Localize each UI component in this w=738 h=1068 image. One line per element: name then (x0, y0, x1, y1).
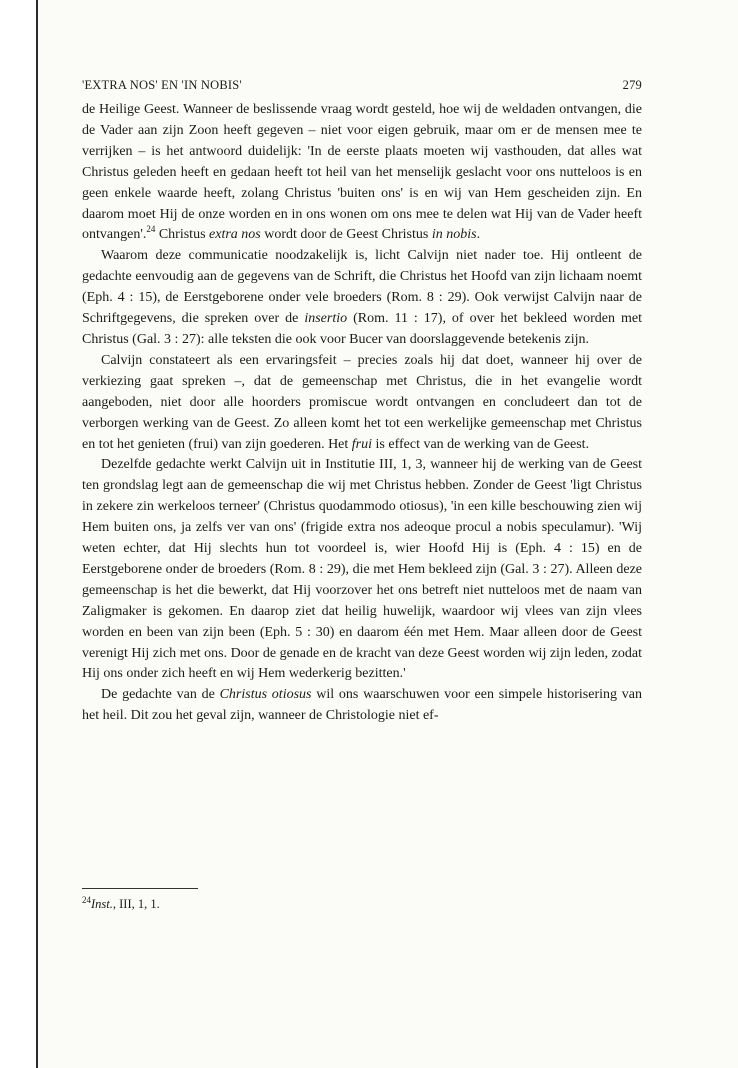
italic-insertio: insertio (304, 311, 348, 327)
paragraph-3-text-c: is effect van de werking van de Geest. (372, 436, 590, 452)
paragraph-5-text: De gedachte van de (101, 687, 220, 703)
italic-in-nobis: in nobis (431, 227, 477, 243)
running-header (82, 78, 642, 93)
body-text (82, 100, 642, 727)
paragraph-5 (82, 685, 642, 727)
paragraph-3 (82, 351, 642, 456)
italic-extra-nos: extra nos (209, 227, 261, 243)
footnote-ref: , III, 1, 1. (112, 897, 160, 911)
footnote-reference: 24 (146, 224, 156, 235)
scan-margin (0, 0, 36, 1068)
paragraph-2-text-c: (Rom. 11 : 17), of over het bekleed worden met Christus (Gal. 3 : 27): alle teksten die ook voor Bucer van doorslaggevende betekenis zijn. (82, 311, 642, 347)
paragraph-1-text: de Heilige Geest. Wanneer de beslissende vraag wordt gesteld, hoe wij de weldaden ontvangen, die de Vader aan zijn Zoon heeft gegeven – niet voor eigen gebruik, maar om er de mensen mee te verrijken – is het antwoord duidelijk: 'In de eerste plaats moeten wij vasthouden, dat alles wat Christus geleden heeft en gedaan heeft tot heil van het menselijk geslacht voor ons nutteloos is en geen enkele waarde heeft, zolang Christus 'buiten ons' is en wij van Hem gescheiden zijn. En daarom moet Hij de onze worden en in ons wonen om ons mee te delen wat Hij van de Vader heeft ontvangen'. (82, 102, 642, 243)
paragraph-5-text-c: wil ons waarschuwen voor een simpele historisering van het heil. Dit zou het geval zijn, wanneer de Christologie niet ef- (82, 687, 642, 724)
footnote-number: 24 (82, 895, 91, 905)
paragraph-4: Dezelfde gedachte werkt Calvijn uit in Institutie III, 1, 3, wanneer hij de werking van de Geest ten grondslag legt aan de gemeenschap die wij met Christus hebben. Zonder de Geest 'ligt Christus in zekere zin werkeloos terneer' (Christus quodammodo otiosus), 'in een kille beschouwing zien wij Hem buiten ons, ja zelfs ver van ons' (frigide extra nos adeoque procul a nobis speculamur). 'Wij weten echter, dat Hij slechts hun tot voordeel is, wier Hoofd Hij is (Eph. 4 : 15) en de Eerstgeborene onder de broeders (Rom. 8 : 29), die met Hem bekleed zijn (Gal. 3 : 27). Alleen deze gemeenschap is het die bewerkt, dat Hij voorzover het ons betreft niet nutteloos met de naam van Zaligmaker is gekomen. En daarop ziet dat heilig huwelijk, waardoor wij vlees van zijn vlees worden en been van zijn been (Eph. 5 : 30) en daarom één met Hem. Maar alleen door de Geest verenigt Hij zich met ons. Door de genade en de kracht van deze Geest worden wij zijn leden, zodat Hij ons onder zich heeft en wij Hem wederkerig bezitten.' (82, 457, 642, 682)
paragraph-1-text-d: wordt door de Geest Christus (260, 227, 432, 243)
paragraph-2-text: Waarom deze communicatie noodzakelijk is, licht Calvijn niet nader toe. Hij ontleent de gedachte eenvoudig aan de gegevens van de Schrift, die Christus het Hoofd van zijn lichaam noemt (Eph. 4 : 15), de Eerstgeborene onder vele broeders (Rom. 8 : 29). Ook verwijst Calvijn naar de Schriftgegevens, die spreken over de (82, 248, 642, 327)
page-number: 279 (622, 78, 642, 92)
footnote (82, 897, 160, 912)
running-title: 'EXTRA NOS' EN 'IN NOBIS' (82, 78, 242, 92)
paragraph-1-text-b: Christus (155, 227, 210, 243)
book-page (36, 0, 738, 1068)
paragraph-3-text: Calvijn constateert als een ervaringsfeit – precies zoals hij dat doet, wanneer hij over de verkiezing gaat spreken –, dat de gemeenschap met Christus, die in het evangelie wordt aangeboden, niet door alle hoorders promiscue wordt ontvangen en concludeert dan tot de verborgen werking van de Geest. Zo alleen komt het tot een werkelijke gemeenschap met Christus en tot het genieten (frui) van zijn goederen. Het (82, 352, 642, 452)
paragraph-1-text-f: . (476, 227, 481, 243)
paragraph-1 (82, 100, 642, 246)
paragraph-2 (82, 246, 642, 351)
footnote-divider (82, 888, 198, 889)
footnote-source: Inst. (91, 897, 113, 911)
italic-christus-otiosus: Christus otiosus (219, 687, 312, 703)
italic-frui: frui (351, 436, 373, 452)
